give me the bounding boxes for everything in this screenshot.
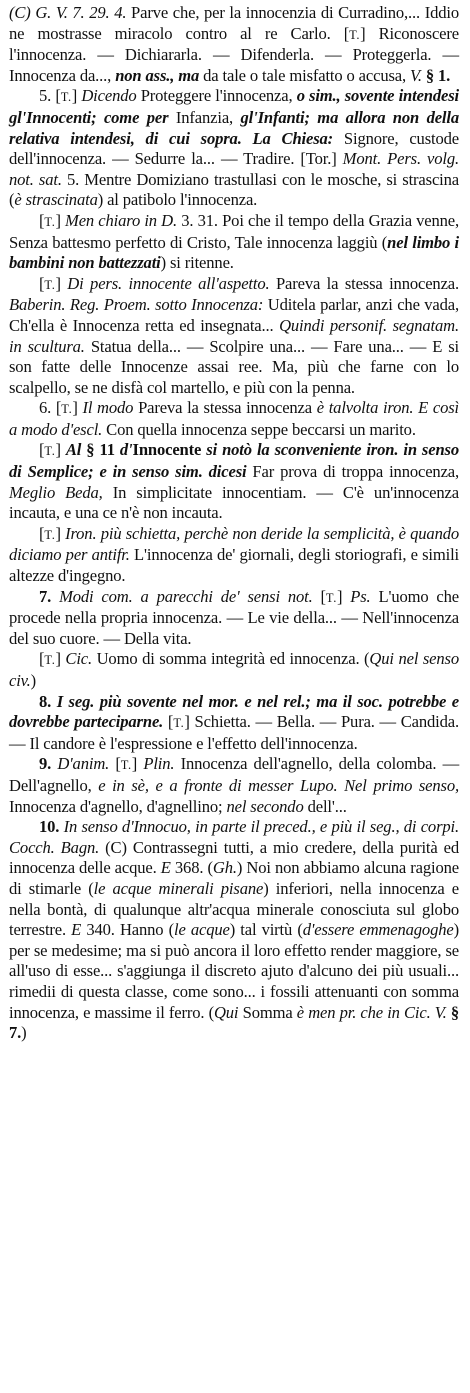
text-segment: T.	[61, 402, 73, 417]
text-segment: In simplicitate innocentiam. — C'è un'innocenza incauta, e una ce n'è non incauta.	[9, 482, 459, 523]
text-segment: Dicendo	[81, 86, 137, 106]
text-segment: T.	[60, 90, 72, 105]
text-segment: ) per se medesime; ma si può ancora il loro effetto render maggiore, se all'uso di esse... s'aggiunga il discreto ajuto d'alcuno dei più usuali... rimedii di questa classe, come sono... i fossili attenuanti con somma innocenza, e massime il ferro. (	[9, 920, 459, 1022]
text-segment: Cic.	[65, 649, 92, 669]
text-segment: T.	[44, 214, 56, 229]
text-segment: d'essere emmenagoghe	[302, 920, 454, 940]
text-segment: Al	[65, 440, 82, 460]
text-segment: d'	[119, 440, 133, 460]
text-segment: ]	[336, 586, 351, 606]
text-segment: T.	[44, 277, 56, 292]
entry-paragraph	[9, 398, 459, 440]
text-segment: ]	[55, 210, 66, 230]
text-segment: In senso d'Innocuo, in parte il preced., e più il seg., di corpi. Cocch. Bagn.	[9, 817, 459, 857]
text-segment: le acque minerali pisane	[93, 878, 264, 898]
text-segment: 5. Mentre Domiziano trastullasi con le mosche, si strascina (	[9, 169, 459, 210]
text-segment: ) al patibolo l'innocenza.	[97, 190, 258, 210]
text-segment: [	[39, 273, 45, 293]
text-segment: Baberin. Reg. Proem. sotto Innocenza:	[9, 295, 264, 315]
text-segment: E	[160, 858, 171, 878]
text-segment: § 11	[81, 440, 120, 460]
entry-paragraph	[9, 587, 459, 650]
text-segment: si notò la sconveniente iron. in senso di Semplice; e in senso sim. dicesi	[9, 440, 459, 482]
text-segment: Mont. Pers. volg. not. sat.	[9, 149, 459, 189]
text-segment: Infanzia,	[168, 107, 241, 127]
entry-paragraph	[9, 211, 459, 274]
text-segment: Plin.	[143, 754, 175, 774]
text-segment: ]	[71, 86, 82, 106]
text-segment: ]	[55, 523, 66, 543]
text-segment: e in sè, e a fronte di messer Lupo. Nel primo senso,	[98, 775, 460, 795]
text-segment: Statua della... — Scolpire una... — Fare una... — E si son fatte delle Innocenze assai ree. Ma, più che farne con lo scalpello, se ne disfà col martello, e più con la penna.	[9, 336, 459, 397]
text-segment: Qui	[213, 1002, 239, 1022]
text-segment: Di pers. innocente all'aspetto.	[67, 273, 270, 293]
text-segment: Pareva la stessa innocenza	[133, 398, 317, 418]
text-segment: Somma	[238, 1002, 297, 1022]
entry-paragraph	[9, 754, 459, 817]
text-segment: E	[71, 920, 82, 940]
text-segment: (C) G. V. 7. 29. 4.	[9, 3, 127, 22]
text-segment: [	[39, 523, 45, 543]
text-segment: ) tal virtù (	[229, 920, 303, 940]
text-segment: non ass., ma	[115, 65, 200, 85]
text-segment: le acque	[174, 920, 230, 940]
entry-paragraph	[9, 649, 459, 691]
entry-paragraph	[9, 86, 459, 211]
text-segment: nel secondo	[226, 796, 304, 816]
text-segment: [	[39, 210, 45, 230]
text-segment: T.	[44, 653, 56, 668]
text-segment: da tale o tale misfatto o accusa,	[199, 65, 410, 85]
text-segment: Quindi personif. segnatam. in scultura.	[9, 315, 459, 356]
text-segment: V.	[410, 65, 422, 85]
text-segment: è men pr. che in Cic. V.	[296, 1002, 447, 1022]
entry-paragraph	[9, 692, 459, 755]
text-segment: 7.	[39, 586, 60, 606]
text-segment: § 1.	[421, 65, 451, 85]
text-segment: [	[163, 712, 174, 732]
text-segment: ]	[55, 273, 68, 293]
text-segment: [	[39, 649, 45, 669]
text-segment: ) inferiori, nella innocenza e nella bontà, di qualunque altr'acqua minerale conosciuta sul globo terrestre.	[9, 878, 460, 940]
text-segment: 9.	[39, 754, 58, 774]
text-segment: Il modo	[82, 398, 134, 418]
text-segment: [	[39, 440, 45, 460]
text-segment: Iron. più schietta, perchè non deride la semplicità, è quando diciamo per antifr.	[9, 523, 460, 565]
text-segment: ]	[55, 649, 66, 669]
text-segment: )	[30, 671, 37, 690]
text-segment: [	[312, 586, 326, 606]
text-segment: Parve che, per la innocenzia di Curradino,... Iddio ne mostrasse miracolo contro al re Carlo. [	[9, 3, 460, 43]
entry-paragraph	[9, 440, 459, 523]
text-segment: § 7.	[9, 1002, 460, 1043]
text-segment: Uomo di somma integrità ed innocenza. (	[92, 649, 370, 669]
text-segment: ) si ritenne.	[160, 253, 234, 273]
text-segment: D'anim.	[57, 754, 110, 774]
text-segment: o sim., sovente intendesi gl'Innocenti; come per	[9, 86, 459, 127]
text-segment: è strascinata	[14, 190, 98, 210]
text-segment: T.	[173, 716, 185, 731]
entry-paragraph	[9, 524, 459, 587]
text-segment: ) Noi non abbiamo alcuna ragione di stimarle (	[9, 858, 459, 898]
text-segment: Proteggere l'innocenza,	[136, 86, 297, 106]
text-segment: Gh.	[212, 858, 237, 878]
text-segment: T.	[349, 27, 361, 42]
text-segment: Qui nel senso civ.	[9, 649, 459, 690]
text-segment: Ps.	[350, 586, 371, 606]
text-segment: Far prova di troppa innocenza,	[246, 462, 459, 482]
text-segment: ] Schietta. — Bella. — Pura. — Candida. — Il candore è l'espressione e l'effetto dell'innocenza.	[9, 712, 460, 753]
text-segment: 6. [	[39, 398, 62, 418]
text-segment: Modi com. a parecchi de' sensi not.	[59, 586, 313, 606]
text-segment: 368. (	[170, 858, 213, 878]
text-segment: dell'...	[303, 796, 347, 816]
text-segment: Men chiaro in D.	[65, 210, 177, 230]
text-segment: (C) Contrassegni tutti, a mio credere, della purità ed innocenza delle acque.	[9, 837, 459, 878]
text-segment: è talvolta iron. E così a modo d'escl.	[9, 398, 460, 439]
text-segment: 5. [	[39, 86, 61, 106]
text-segment: Innocente	[132, 440, 202, 460]
text-segment: )	[21, 1023, 27, 1043]
text-segment: L'innocenza de' giornali, degli storiografi, e simili altezze d'ingegno.	[9, 545, 460, 586]
text-segment: I seg. più sovente nel mor. e nel rel.; ma il soc. potrebbe e dovrebbe parteciparne.	[9, 691, 459, 732]
text-segment: Uditela parlar, anzi che vada, Ch'ella è Innocenza retta ed insegnata...	[9, 295, 459, 335]
text-segment: Innocenza d'agnello, d'agnellino;	[9, 796, 227, 816]
text-segment: L'uomo che procede nella propria innocenza. — Le vie della... — Nell'innocenza del suo cuore. — Della vita.	[9, 586, 460, 648]
text-segment: [	[109, 754, 121, 774]
text-segment: Meglio Beda,	[9, 482, 103, 502]
text-segment: ] Riconoscere l'innocenza. — Dichiararla. — Difenderla. — Proteggerla. — Innocenza da...,	[9, 23, 459, 85]
text-segment: T.	[325, 590, 337, 605]
text-segment: 8.	[39, 691, 57, 711]
text-segment: nel limbo i bambini non battezzati	[9, 232, 459, 273]
text-segment: T.	[120, 758, 132, 773]
text-segment: 3. 31. Poi che il tempo della Grazia venne, Senza battesmo perfetto di Cristo, Tale innocenza laggiù (	[9, 210, 460, 252]
text-segment: Innocenza dell'agnello, della colomba. — Dell'agnello,	[9, 754, 460, 795]
text-segment: ]	[72, 398, 83, 418]
text-segment: ]	[131, 754, 144, 774]
text-segment: Signore, custode dell'innocenza. — Sedurre la... — Tradire. [Tor.]	[9, 128, 459, 169]
text-segment: T.	[44, 527, 56, 542]
text-segment: 10.	[39, 817, 64, 837]
text-segment: 340. Hanno (	[81, 920, 174, 940]
entry-paragraph	[9, 3, 459, 86]
text-segment: T.	[44, 444, 56, 459]
entry-paragraph	[9, 817, 459, 1044]
text-segment: Pareva la stessa innocenza.	[269, 273, 460, 293]
text-segment: Con quella innocenza seppe beccarsi un marito.	[102, 419, 416, 439]
entry-paragraph	[9, 274, 459, 399]
text-segment: ]	[55, 440, 66, 460]
text-segment: gl'Infanti; ma allora non della relativa intendesi, di cui sopra. La Chiesa:	[9, 107, 459, 148]
